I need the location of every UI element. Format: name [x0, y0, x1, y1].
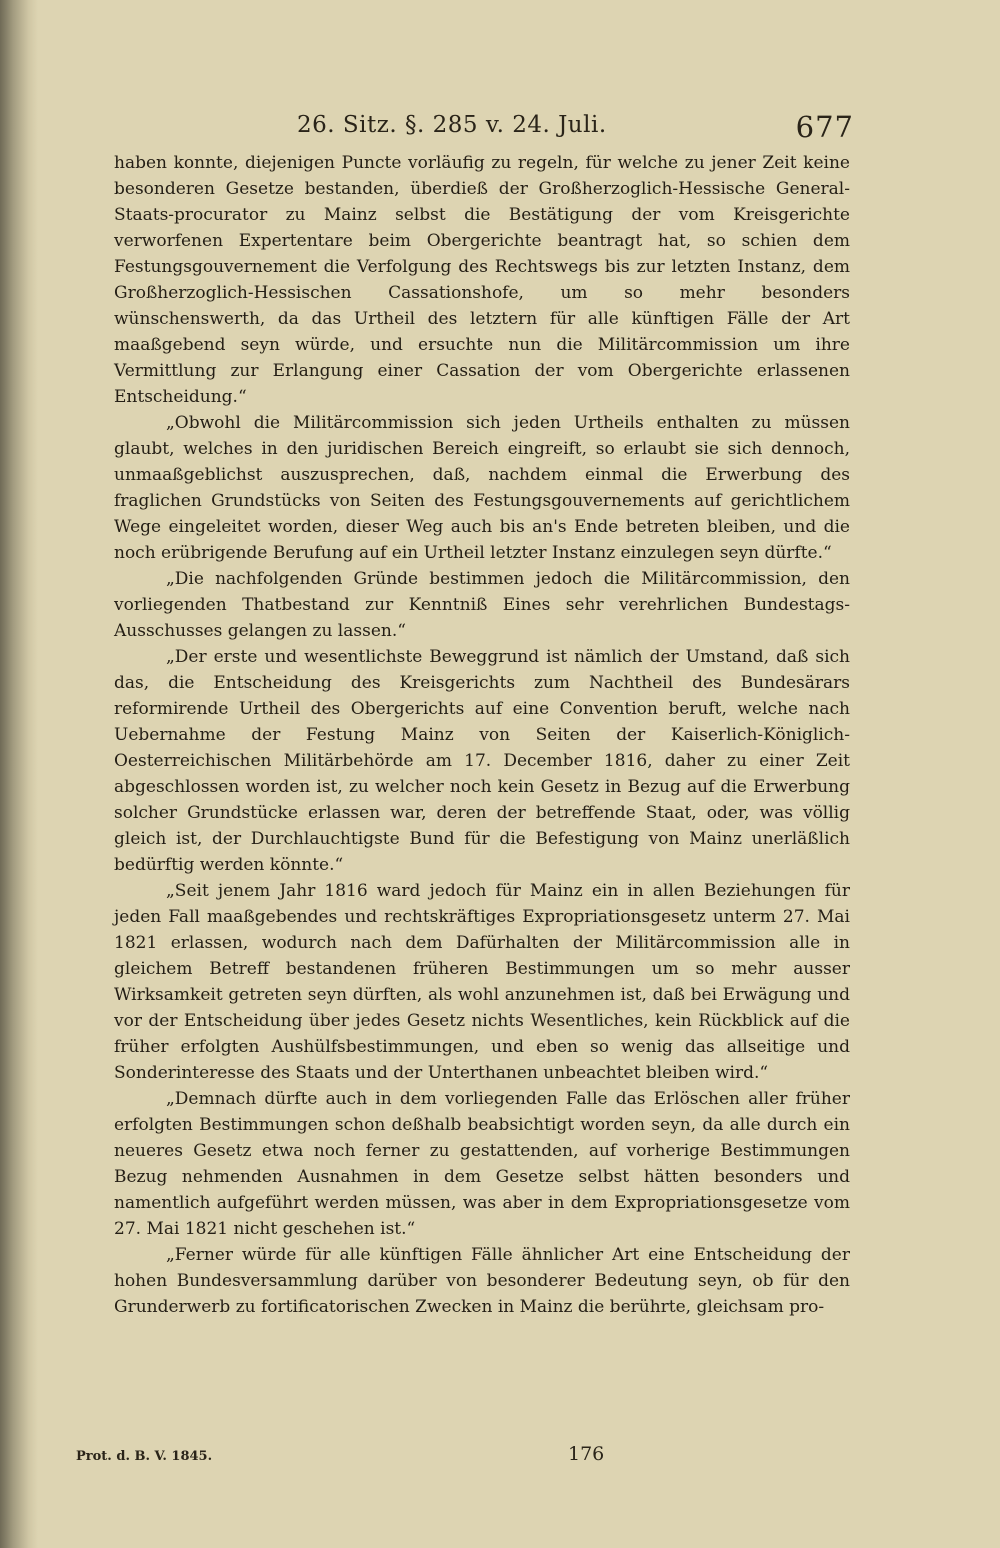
paragraph: „Die nachfolgenden Gründe bestimmen jedoch die Militärcommission, den vorliegenden Thatbestand zur Kenntniß Eines sehr verehrlichen Bundestags-Ausschusses gelangen zu lassen.“: [114, 569, 850, 641]
paragraph: „Seit jenem Jahr 1816 ward jedoch für Mainz ein in allen Beziehungen für jeden Fall maaßgebendes und rechtskräftiges Expropriationsgesetz unterm 27. Mai 1821 erlassen, wodurch nach dem Dafürhalten der Militärcommission alle in gleichem Betreff bestandenen früheren Bestimmungen um so mehr ausser Wirksamkeit getreten seyn dürften, als wohl anzunehmen ist, daß bei Erwägung und vor der Entscheidung über jedes Gesetz nichts Wesentliches, kein Rückblick auf die früher erfolgten Aushülfsbestimmungen, und eben so wenig das allseitige und Sonderinteresse des Staats und der Unterthanen unbeachtet bleiben wird.“: [114, 881, 850, 1083]
running-header: [112, 110, 852, 146]
sheet-number: 176: [568, 1443, 605, 1465]
footer-signature: Prot. d. B. V. 1845.: [76, 1449, 213, 1464]
paragraph: „Ferner würde für alle künftigen Fälle ähnlicher Art eine Entscheidung der hohen Bundesversammlung darüber von besonderer Bedeutung seyn, ob für den Grunderwerb zu fortificatorischen Zwecken in Mainz die berührte, gleichsam pro-: [114, 1245, 850, 1317]
page-gutter-shadow: [0, 0, 38, 1548]
page-footer: [76, 1443, 856, 1469]
page-number: 677: [795, 110, 854, 144]
paragraph: „Demnach dürfte auch in dem vorliegenden Falle das Erlöschen aller früher erfolgten Bestimmungen schon deßhalb beabsichtigt worden seyn, da alle durch ein neueres Gesetz etwa noch ferner zu gestattenden, auf vorherige Bestimmungen Bezug nehmenden Ausnahmen in dem Gesetze selbst hätten besonders und namentlich aufgeführt werden müssen, was aber in dem Expropriationsgesetze vom 27. Mai 1821 nicht geschehen ist.“: [114, 1089, 850, 1239]
paragraph-continuation: haben konnte, diejenigen Puncte vorläufig zu regeln, für welche zu jener Zeit keine besonderen Gesetze bestanden, überdieß der Großherzoglich-Hessische General-Staats-procurator zu Mainz selbst die Bestätigung der vom Kreisgerichte verworfenen Expertentare beim Obergerichte beantragt hat, so schien dem Festungsgouvernement die Verfolgung des Rechtswegs bis zur letzten Instanz, dem Großherzoglich-Hessischen Cassationshofe, um so mehr besonders wünschenswerth, da das Urtheil des letztern für alle künftigen Fälle der Art maaßgebend seyn würde, und ersuchte nun die Militärcommission um ihre Vermittlung zur Erlangung einer Cassation der vom Obergerichte erlassenen Entscheidung.“: [114, 153, 850, 407]
body-text: [114, 150, 850, 1320]
paragraph: „Der erste und wesentlichste Beweggrund ist nämlich der Umstand, daß sich das, die Entscheidung des Kreisgerichts zum Nachtheil des Bundesärars reformirende Urtheil des Obergerichts auf eine Convention beruft, welche nach Uebernahme der Festung Mainz von Seiten der Kaiserlich-Königlich-Oesterreichischen Militärbehörde am 17. December 1816, daher zu einer Zeit abgeschlossen worden ist, zu welcher noch kein Gesetz in Bezug auf die Erwerbung solcher Grundstücke erlassen war, deren der betreffende Staat, oder, was völlig gleich ist, der Durchlauchtigste Bund für die Befestigung von Mainz unerläßlich bedürftig werden könnte.“: [114, 647, 850, 875]
session-reference: 26. Sitz. §. 285 v. 24. Juli.: [297, 112, 607, 138]
paragraph: „Obwohl die Militärcommission sich jeden Urtheils enthalten zu müssen glaubt, welches in den juridischen Bereich eingreift, so erlaubt sie sich dennoch, unmaaßgeblichst auszusprechen, daß, nachdem einmal die Erwerbung des fraglichen Grundstücks von Seiten des Festungsgouvernements auf gerichtlichem Wege eingeleitet worden, dieser Weg auch bis an's Ende betreten bleiben, und die noch erübrigende Berufung auf ein Urtheil letzter Instanz einzulegen seyn dürfte.“: [114, 413, 850, 563]
